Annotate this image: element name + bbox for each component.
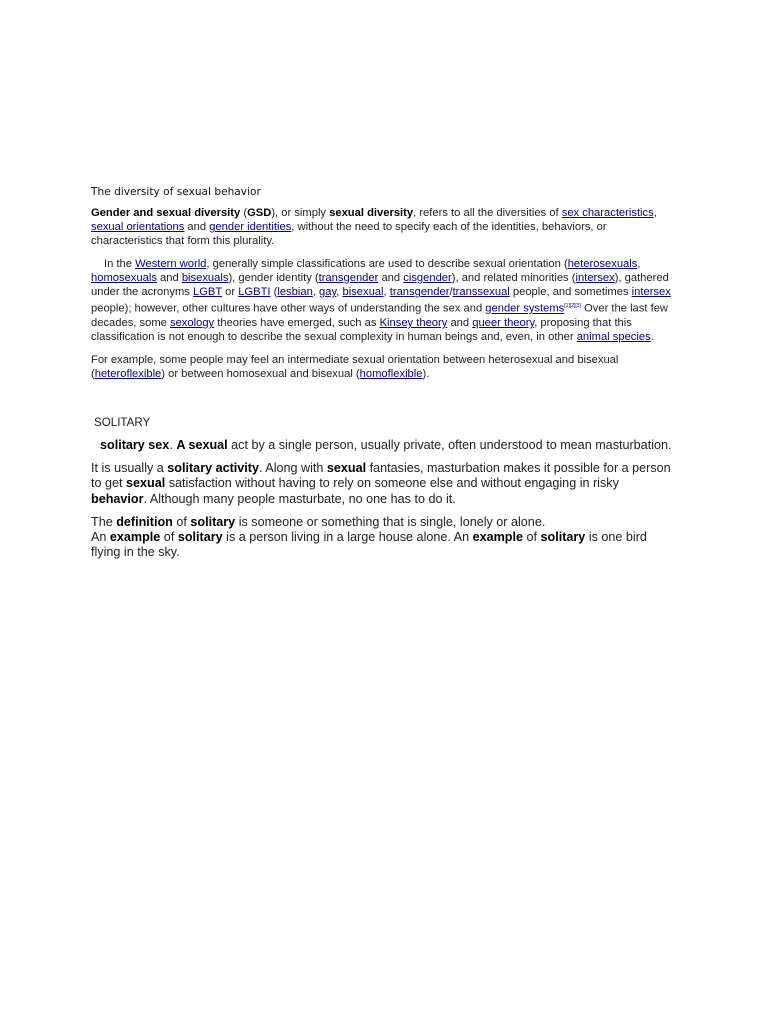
section-solitary [91, 438, 677, 560]
link-intersex[interactable]: intersex [631, 286, 671, 299]
link-intersex[interactable]: intersex [575, 271, 615, 284]
bold-term: solitary [190, 514, 236, 529]
bold-term: example [109, 529, 161, 544]
link-queer-theory[interactable]: queer theory [472, 317, 535, 330]
bold-term: example [472, 529, 523, 544]
bold-term: A sexual [176, 437, 228, 452]
link-lesbian[interactable]: lesbian [277, 286, 313, 299]
link-heterosexuals[interactable]: heterosexuals [567, 257, 638, 270]
document-title: The diversity of sexual behavior [91, 186, 261, 198]
link-animal-species[interactable]: animal species [576, 331, 651, 344]
link-kinsey-theory[interactable]: Kinsey theory [379, 317, 448, 330]
citation-reference[interactable]: [1][2][3] [564, 303, 581, 310]
document-body [91, 186, 677, 568]
solitary-heading: SOLITARY [94, 415, 151, 429]
link-lgbti[interactable]: LGBTI [238, 286, 271, 299]
paragraph-example-flexible: For example, some people may feel an intermediate sexual orientation between heterosexual and bisexual (heteroflexible) or between homosexual and bisexual (homoflexible). [91, 353, 619, 380]
link-lgbt[interactable]: LGBT [192, 286, 223, 299]
paragraph-western-classification: In the Western world, generally simple classifications are used to describe sexual orientation (heterosexuals, homosexuals and bisexuals), gender identity (transgender and cisgender), and related minorities (intersex), gathered under the acronyms LGBT or LGBTI (lesbian, gay, bisexual, transgender/transsexual people, and sometimes intersex people); however, other cultures have other ways of understanding the sex and gender systems[1][2][3] Over the last few decades, some sexology theories have emerged, such as Kinsey theory and queer theory, proposing that this classification is not enough to describe the sexual complexity in human beings and, even, in other animal species. [91, 257, 671, 344]
paragraph-solitary-activity: It is usually a solitary activity. Along with sexual fantasies, masturbation makes it possible for a person to get sexual satisfaction without having to rely on someone else and without engaging in risky behavior. Although many people masturbate, no one has to do it. [91, 461, 671, 506]
link-transsexual[interactable]: transsexual [452, 286, 510, 299]
link-gender-systems[interactable]: gender systems [485, 302, 565, 315]
bold-term: GSD [247, 207, 272, 219]
link-bisexual[interactable]: bisexual [342, 286, 384, 299]
link-transgender[interactable]: transgender [389, 286, 450, 299]
link-homoflexible[interactable]: homoflexible [359, 367, 423, 380]
bold-term: solitary sex [100, 437, 170, 452]
link-heteroflexible[interactable]: heteroflexible [94, 367, 162, 380]
paragraph-solitary-sex: solitary sex. A sexual act by a single person, usually private, often understood to mean masturbation. [100, 437, 672, 452]
link-homosexuals[interactable]: homosexuals [91, 271, 157, 284]
bold-term: solitary [540, 529, 586, 544]
link-western-world[interactable]: Western world [135, 257, 207, 270]
bold-term: sexual [326, 461, 367, 476]
link-cisgender[interactable]: cisgender [403, 271, 452, 284]
section-diversity [91, 206, 677, 381]
link-sexual-orientations[interactable]: sexual orientations [91, 221, 185, 234]
bold-term: Gender and sexual diversity [91, 207, 241, 219]
paragraph-gsd-definition: Gender and sexual diversity (GSD), or simply sexual diversity, refers to all the diversities of sex characteristics, sexual orientations and gender identities, without the need to specify each of the identities, behaviors, or characteristics that form this plurality. [91, 207, 657, 248]
bold-term: solitary [177, 529, 223, 544]
bold-term: solitary activity [167, 461, 259, 476]
link-sexology[interactable]: sexology [169, 317, 215, 330]
bold-term: sexual diversity [329, 207, 414, 219]
link-sex-characteristics[interactable]: sex characteristics [561, 207, 654, 219]
link-bisexuals[interactable]: bisexuals [181, 271, 229, 284]
bold-term: definition [116, 514, 173, 529]
link-gender-identities[interactable]: gender identities [209, 221, 292, 234]
link-transgender[interactable]: transgender [318, 271, 379, 284]
bold-term: behavior [91, 491, 144, 506]
bold-term: sexual [126, 476, 166, 491]
paragraph-solitary-definition: The definition of solitary is someone or something that is single, lonely or alone. An example of solitary is a person living in a large house alone. An example of solitary is one bird flying in the sky. [91, 514, 647, 560]
link-gay[interactable]: gay [319, 286, 337, 299]
